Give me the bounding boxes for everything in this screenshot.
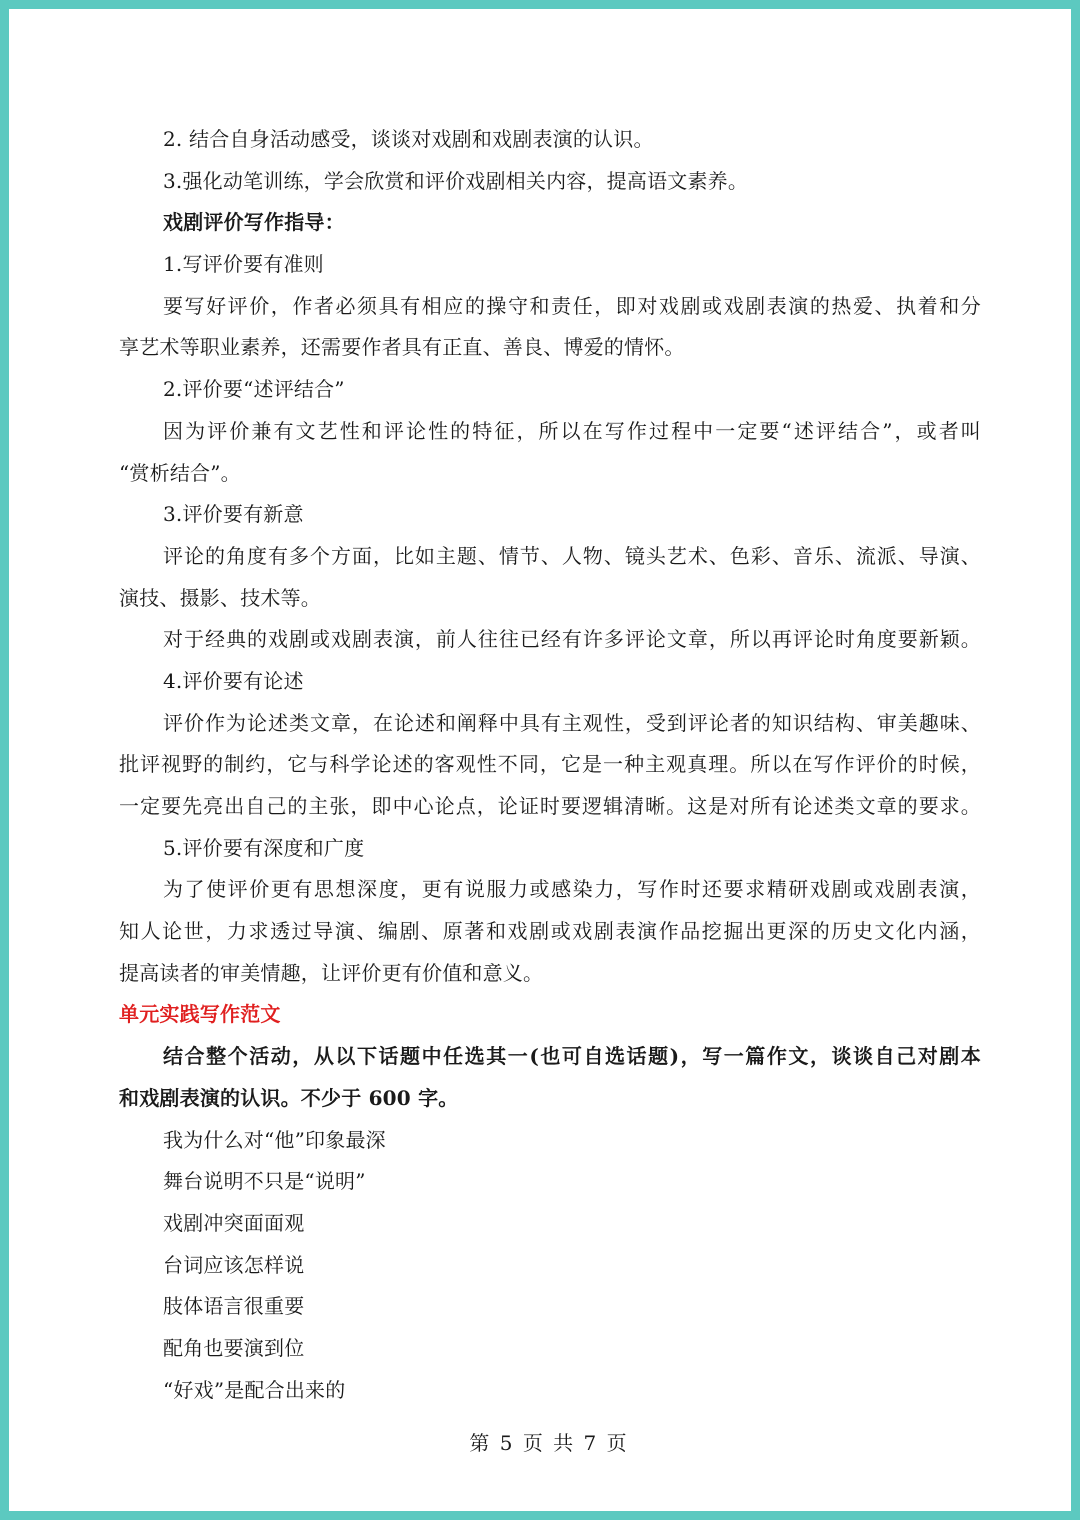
text-line: 知人论世，力求透过导演、编剧、原著和戏剧或戏剧表演作品挖掘出更深的历史文化内涵，	[119, 919, 981, 944]
text-line: 舞台说明不只是“说明”	[163, 1169, 366, 1194]
text-line: 2.评价要“述评结合”	[163, 377, 345, 402]
text-line: 1.写评价要有准则	[163, 252, 324, 277]
text-line: 我为什么对“他”印象最深	[163, 1127, 386, 1152]
text-line: 为了使评价更有思想深度，更有说服力或感染力，写作时还要求精研戏剧或戏剧表演，	[163, 877, 981, 902]
page-body	[119, 119, 981, 1411]
text-line: 评价作为论述类文章，在论述和阐释中具有主观性，受到评论者的知识结构、审美趣味、	[163, 710, 981, 735]
text-line: 评论的角度有多个方面，比如主题、情节、人物、镜头艺术、色彩、音乐、流派、导演、	[163, 543, 981, 568]
text-line: 3.强化动笔训练，学会欣赏和评价戏剧相关内容，提高语文素养。	[163, 168, 749, 193]
text-line: 演技、摄影、技术等。	[119, 585, 321, 610]
text-line: 2. 结合自身活动感受，谈谈对戏剧和戏剧表演的认识。	[163, 127, 654, 151]
text-line: 批评视野的制约，它与科学论述的客观性不同，它是一种主观真理。所以在写作评价的时候，	[119, 752, 981, 777]
text-line: 4.评价要有论述	[163, 668, 304, 693]
text-line: 和戏剧表演的认识。不少于 600 字。	[119, 1085, 459, 1110]
text-line: 对于经典的戏剧或戏剧表演，前人往往已经有许多评论文章，所以再评论时角度要新颖。	[163, 627, 981, 652]
text-line: 3.评价要有新意	[163, 502, 304, 527]
page-number-footer: 第 5 页 共 7 页	[469, 1431, 629, 1455]
text-line: 台词应该怎样说	[163, 1252, 305, 1277]
text-line: 一定要先亮出自己的主张，即中心论点，论证时要逻辑清晰。这是对所有论述类文章的要求。	[119, 794, 981, 818]
text-line: 戏剧评价写作指导：	[163, 210, 345, 235]
text-line: 享艺术等职业素养，还需要作者具有正直、善良、博爱的情怀。	[119, 335, 685, 360]
text-line: “赏析结合”。	[119, 460, 241, 485]
text-line: 结合整个活动，从以下话题中任选其一(也可自选话题)，写一篇作文，谈谈自己对剧本	[163, 1044, 981, 1069]
text-line: 戏剧冲突面面观	[163, 1210, 305, 1235]
text-line: 单元实践写作范文	[119, 1002, 281, 1027]
text-line: 要写好评价，作者必须具有相应的操守和责任，即对戏剧或戏剧表演的热爱、执着和分	[163, 293, 981, 318]
text-line: 提高读者的审美情趣，让评价更有价值和意义。	[119, 960, 544, 985]
text-line: 肢体语言很重要	[163, 1294, 305, 1319]
text-line: “好戏”是配合出来的	[163, 1377, 346, 1402]
text-line: 配角也要演到位	[163, 1335, 305, 1360]
text-line: 因为评价兼有文艺性和评论性的特征，所以在写作过程中一定要“述评结合”，或者叫	[163, 418, 981, 443]
text-line: 5.评价要有深度和广度	[163, 835, 365, 860]
